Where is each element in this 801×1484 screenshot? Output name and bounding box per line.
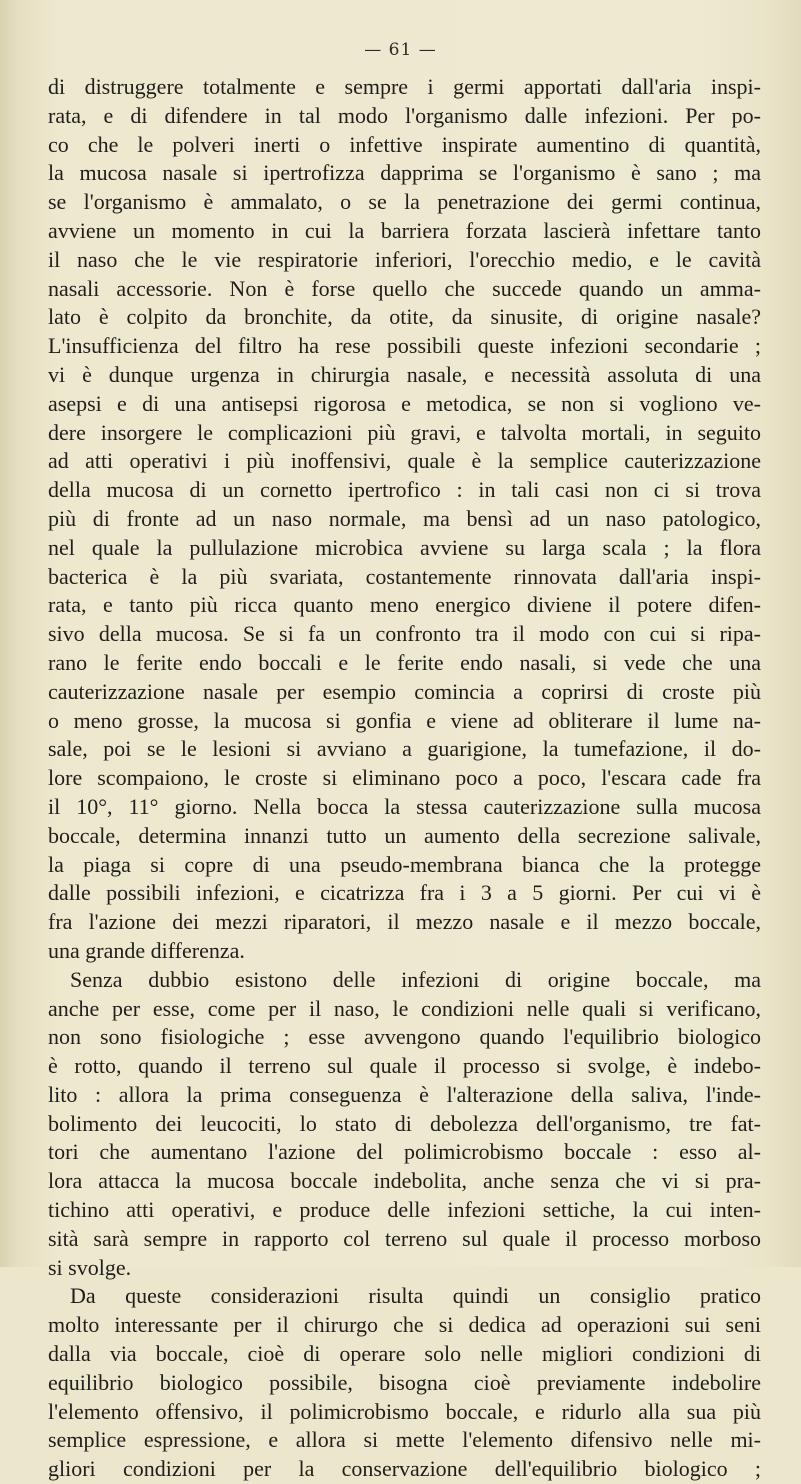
text-line: rata, e di difendere in tal modo l'organismo dalle infezioni. Per po- [48,102,761,128]
text-line: lato è colpito da bronchite, da otite, da sinusite, di origine nasale? [48,304,761,330]
text-line: il naso che le vie respiratorie inferiori, l'orecchio medio, e le cavità [48,246,761,272]
text-line: è rotto, quando il terreno sul quale il processo si svolge, è indebo- [48,1053,761,1079]
text-line: la mucosa nasale si ipertrofizza dapprima se l'organismo è sano ; ma [48,160,761,186]
text-line: sità sarà sempre in rapporto col terreno sul quale il processo morboso [48,1225,761,1251]
text-line: o meno grosse, la mucosa si gonfia e viene ad obliterare il lume na- [48,707,761,733]
text-line: non sono fisiologiche ; esse avvengono quando l'equilibrio biologico [48,1024,761,1050]
text-line: se l'organismo è ammalato, o se la penetrazione dei germi continua, [48,189,761,215]
text-line: il 10°, 11° giorno. Nella bocca la stessa cauterizzazione sulla mucosa [48,793,761,819]
text-line: cauterizzazione nasale per esempio comincia a coprirsi di croste più [48,678,761,704]
text-line: avviene un momento in cui la barriera forzata lascierà infettare tanto [48,217,761,243]
page-number: — 61 — [364,40,437,60]
text-line: lore scompaiono, le croste si eliminano poco a poco, l'escara cade fra [48,765,761,791]
text-line: asepsi e di una antisepsi rigorosa e metodica, se non si vogliono ve- [48,390,761,416]
text-line: l'elemento offensivo, il polimicrobismo boccale, e ridurlo alla sua più [48,1398,761,1424]
text-line: la piaga si copre di una pseudo-membrana bianca che la protegge [48,851,761,877]
text-line: boccale, determina innanzi tutto un aumento della secrezione salivale, [48,822,761,848]
text-line: sale, poi se le lesioni si avviano a guarigione, la tumefazione, il do- [48,736,761,762]
text-line: rata, e tanto più ricca quanto meno energico diviene il potere difen- [48,592,761,618]
text-line: co che le polveri inerti o infettive inspirate aumentino di quantità, [48,131,761,157]
text-line: della mucosa di un cornetto ipertrofico : in tali casi non ci si trova [48,477,761,503]
text-line: rano le ferite endo boccali e le ferite endo nasali, si vede che una [48,649,761,675]
text-line: più di fronte ad un naso normale, ma bensì ad un naso patologico, [48,505,761,531]
text-line: tichino atti operativi, e produce delle infezioni settiche, la cui inten- [48,1197,761,1223]
text-line: gliori condizioni per la conservazione dell'equilibrio biologico ; [48,1456,761,1482]
text-line: equilibrio biologico possibile, bisogna cioè previamente indebolire [48,1369,761,1395]
text-line: bolimento dei leucociti, lo stato di debolezza dell'organismo, tre fat- [48,1110,761,1136]
text-line: dalla via boccale, cioè di operare solo nelle migliori condizioni di [48,1341,761,1367]
text-line: sivo della mucosa. Se si fa un confronto tra il modo con cui si ripa- [48,621,761,647]
text-line: bacterica è la più svariata, costantemente rinnovata dall'aria inspi- [48,563,761,589]
paragraph-start-line: Senza dubbio esistono delle infezioni di origine boccale, ma [70,966,761,992]
body-text [48,73,761,1484]
text-line: nel quale la pullulazione microbica avviene su larga scala ; la flora [48,534,761,560]
text-line: dalle possibili infezioni, e cicatrizza fra i 3 a 5 giorni. Per cui vi è [48,880,761,906]
text-line: molto interessante per il chirurgo che si dedica ad operazioni sui seni [48,1312,761,1338]
text-line: nasali accessorie. Non è forse quello che succede quando un amma- [48,275,761,301]
text-line: lito : allora la prima conseguenza è l'alterazione della saliva, l'inde- [48,1081,761,1107]
paragraph-end-line: una grande differenza. [48,937,245,963]
paragraph-end-line: si svolge. [48,1254,132,1280]
text-line: fra l'azione dei mezzi riparatori, il mezzo nasale e il mezzo boccale, [48,909,761,935]
text-line: di distruggere totalmente e sempre i germi apportati dall'aria inspi- [48,74,761,99]
text-line: ad atti operativi i più inoffensivi, quale è la semplice cauterizzazione [48,448,761,474]
text-line: dere insorgere le complicazioni più gravi, e talvolta mortali, in seguito [48,419,761,445]
text-line: vi è dunque urgenza in chirurgia nasale, e necessità assoluta di una [48,361,761,387]
text-line: tori che aumentano l'azione del polimicrobismo boccale : esso al- [48,1139,761,1165]
text-line: semplice espressione, e allora si mette l'elemento difensivo nelle mi- [48,1427,761,1453]
text-line: L'insufficienza del filtro ha rese possibili queste infezioni secondarie ; [48,333,761,359]
text-line: anche per esse, come per il naso, le condizioni nelle quali si verificano, [48,995,761,1021]
paragraph-start-line: Da queste considerazioni risulta quindi un consiglio pratico [70,1283,761,1309]
text-line: lora attacca la mucosa boccale indebolita, anche senza che vi si pra- [48,1168,761,1194]
